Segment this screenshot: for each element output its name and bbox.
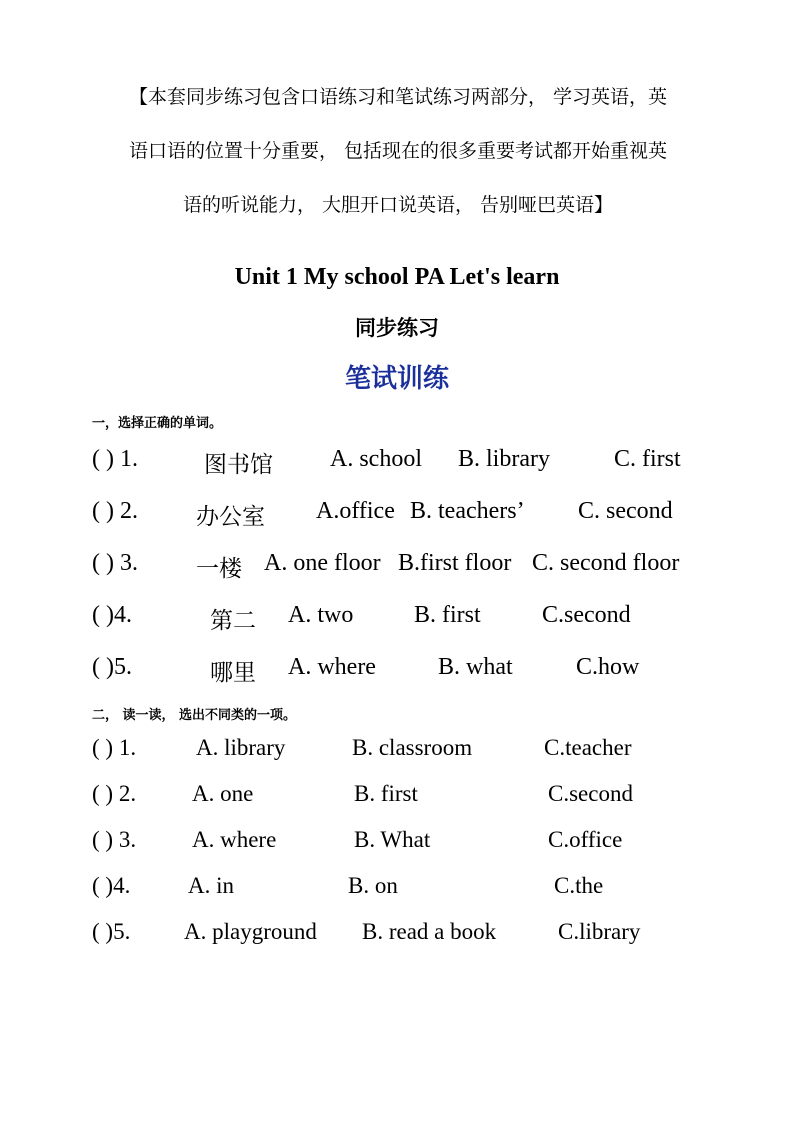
page-title: Unit 1 My school PA Let's learn xyxy=(234,264,560,290)
question-chinese: 图书馆 xyxy=(204,452,273,478)
question-number: ( )4. xyxy=(92,873,131,898)
intro-line-3: 语的听说能力， 大胆开口说英语， 告别哑巴英语】 xyxy=(182,194,614,216)
intro-paragraph xyxy=(88,70,708,232)
section-heading: 笔试训练 xyxy=(344,364,449,394)
question-chinese: 第二 xyxy=(210,608,256,634)
question-number: ( ) 3. xyxy=(92,550,138,576)
option-a: A. school xyxy=(330,446,422,472)
option-b: B. library xyxy=(458,446,550,472)
option-a: A. playground xyxy=(184,919,317,944)
option-c: C. first xyxy=(614,446,681,472)
option-b: B. first xyxy=(414,602,481,628)
option-c: C.second xyxy=(548,781,633,806)
option-a: A. in xyxy=(188,873,234,898)
option-a: A. library xyxy=(196,735,286,760)
question-chinese: 办公室 xyxy=(196,504,265,530)
option-b: B. teachers’ xyxy=(410,498,525,524)
option-c: C.teacher xyxy=(544,735,632,760)
option-b: B. first xyxy=(354,781,418,806)
option-c: C. second xyxy=(578,498,673,524)
option-c: C.office xyxy=(548,827,623,852)
intro-line-1: 【本套同步练习包含口语练习和笔试练习两部分， 学习英语，英 xyxy=(128,86,668,108)
page-subtitle: 同步练习 xyxy=(355,316,439,340)
question-chinese: 哪里 xyxy=(210,660,256,686)
question-number: ( ) 1. xyxy=(92,446,138,472)
option-a: A. one xyxy=(192,781,254,806)
option-a: A. two xyxy=(288,602,354,628)
question-number: ( ) 2. xyxy=(92,781,137,806)
option-b: B. read a book xyxy=(362,919,497,944)
intro-line-2: 语口语的位置十分重要， 包括现在的很多重要考试都开始重视英 xyxy=(128,140,668,162)
option-c: C.library xyxy=(558,919,641,944)
question-number: ( ) 1. xyxy=(92,735,137,760)
option-c: C.second xyxy=(542,602,631,628)
question-number: ( ) 3. xyxy=(92,827,137,852)
part2-title: 二， 读一读， 选出不同类的一项。 xyxy=(92,708,297,723)
option-a: A.office xyxy=(316,498,395,524)
question-number: ( )4. xyxy=(92,602,132,628)
option-c: C.the xyxy=(554,873,604,898)
question-number: ( ) 2. xyxy=(92,498,138,524)
question-number: ( )5. xyxy=(92,654,132,680)
question-chinese: 一楼 xyxy=(196,556,242,582)
option-b: B. What xyxy=(354,827,431,852)
option-b: B. what xyxy=(438,654,513,680)
option-c: C. second floor xyxy=(532,550,680,576)
option-b: B. on xyxy=(348,873,398,898)
option-a: A. where xyxy=(192,827,277,852)
option-a: A. where xyxy=(288,654,376,680)
option-b: B.first floor xyxy=(398,550,512,576)
option-c: C.how xyxy=(576,654,640,680)
part1-title: 一，选择正确的单词。 xyxy=(92,416,223,431)
option-b: B. classroom xyxy=(352,735,473,760)
question-number: ( )5. xyxy=(92,919,131,944)
option-a: A. one floor xyxy=(264,550,381,576)
